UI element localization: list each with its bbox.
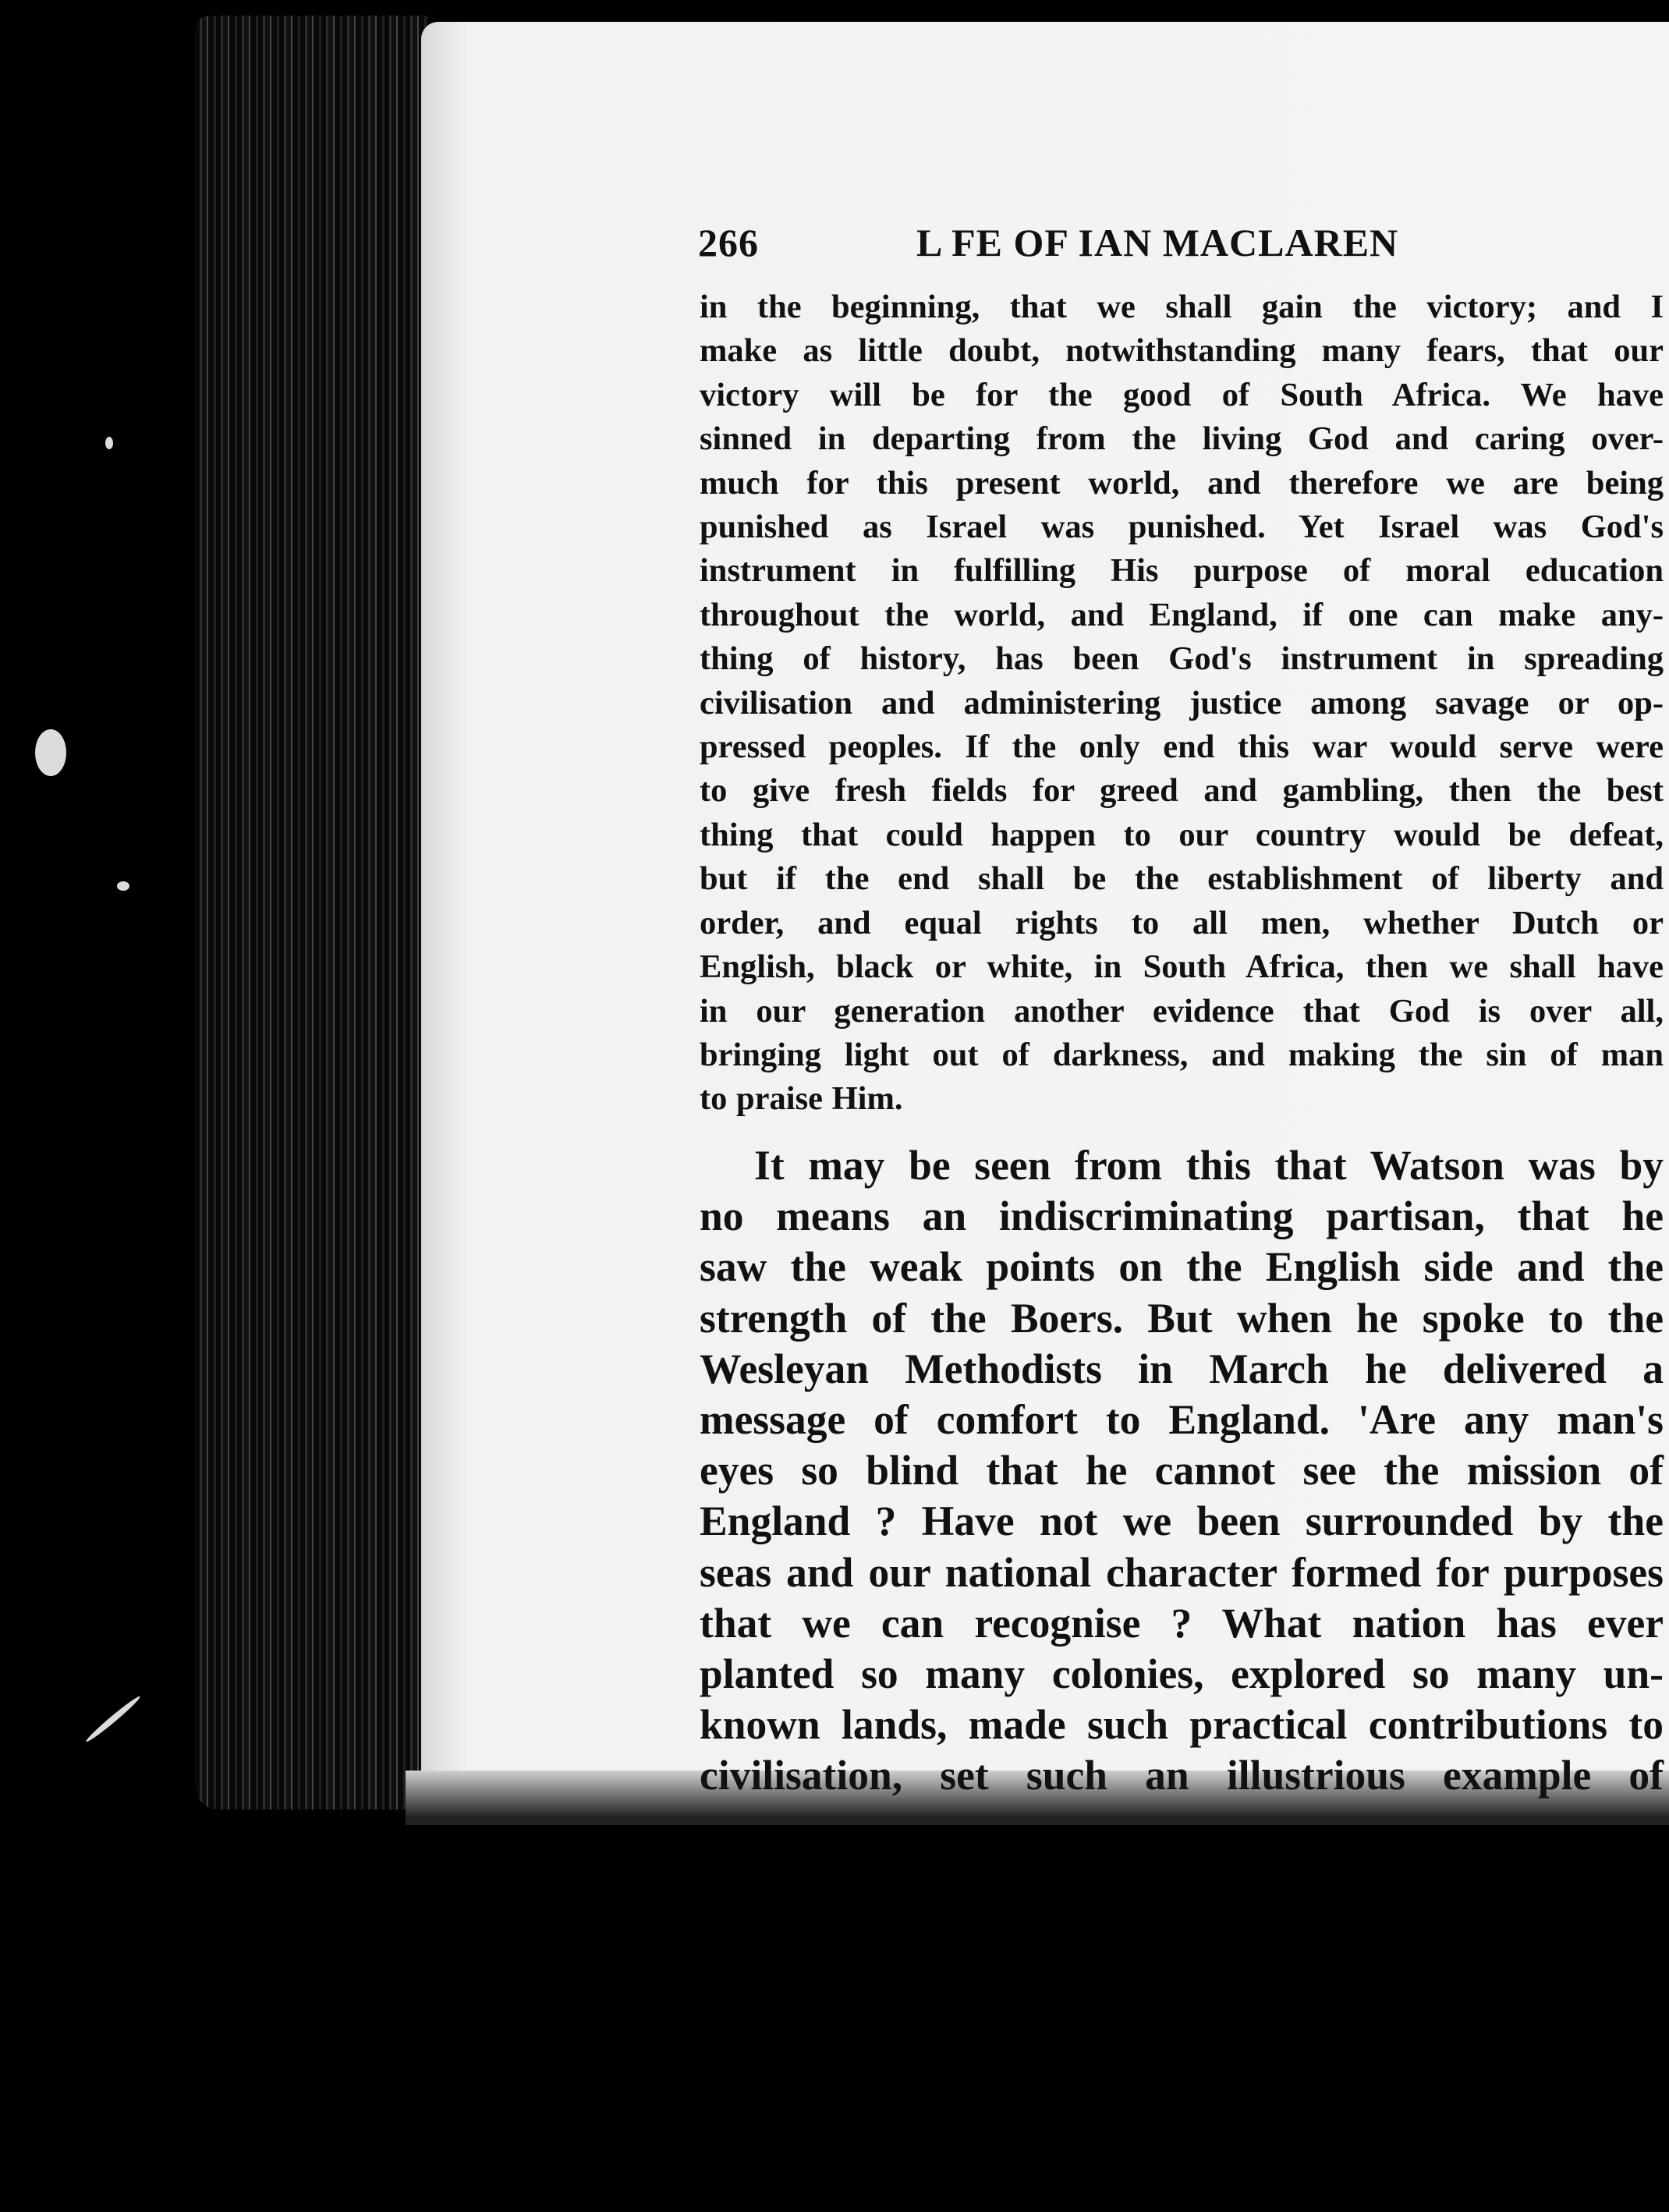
quote-line: throughout the world, and England, if one can make any- xyxy=(700,596,1664,633)
body-line: civilisation, set such an illustrious example of xyxy=(700,1752,1664,1799)
quote-line: punished as Israel was punished. Yet Israel was God's xyxy=(700,509,1664,546)
body-line: It may be seen from this that Watson was by xyxy=(754,1142,1664,1189)
quote-line: to praise Him. xyxy=(700,1080,903,1118)
quote-line: in the beginning, that we shall gain the victory; and I xyxy=(700,289,1664,325)
quote-line: make as little doubt, notwithstanding many fears, that our xyxy=(700,332,1664,370)
body-line: saw the weak points on the English side and the xyxy=(700,1243,1664,1291)
quote-line: much for this present world, and therefore we are being xyxy=(700,464,1664,502)
body-line: England ? Have not we been surrounded by the xyxy=(700,1498,1664,1545)
dust-scratch xyxy=(84,1694,142,1744)
book-page-edges xyxy=(195,16,429,1810)
body-line: message of comfort to England. 'Are any man's xyxy=(700,1396,1664,1444)
quote-line: but if the end shall be the establishment of liberty and xyxy=(700,860,1664,898)
quote-line: bringing light out of darkness, and making the sin of man xyxy=(700,1036,1664,1073)
quote-line: pressed peoples. If the only end this war would serve were xyxy=(700,728,1664,766)
quote-line: sinned in departing from the living God and caring over- xyxy=(700,420,1664,458)
body-paragraph xyxy=(700,1140,1664,1802)
quote-line: thing that could happen to our country would be defeat, xyxy=(700,816,1664,853)
quote-line: English, black or white, in South Africa, then we shall have xyxy=(700,948,1664,986)
body-line: no means an indiscriminating partisan, that he xyxy=(700,1193,1664,1240)
body-line: strength of the Boers. But when he spoke to the xyxy=(700,1294,1664,1342)
quoted-passage xyxy=(700,285,1664,1122)
quote-line: civilisation and administering justice among savage or op- xyxy=(700,684,1664,721)
quote-line: to give fresh fields for greed and gambling, then the best xyxy=(700,772,1664,810)
running-title: L FE OF IAN MACLAREN xyxy=(916,221,1399,264)
dust-speck xyxy=(35,729,66,776)
quote-line: victory will be for the good of South Africa. We have xyxy=(700,376,1664,413)
dust-speck xyxy=(105,437,113,449)
quote-line: instrument in fulfilling His purpose of moral education xyxy=(700,552,1664,590)
body-line: seas and our national character formed for purposes xyxy=(700,1548,1664,1596)
body-line: eyes so blind that he cannot see the mission of xyxy=(700,1447,1664,1494)
running-header xyxy=(698,220,1642,275)
body-line: planted so many colonies, explored so many un- xyxy=(700,1650,1664,1698)
quote-line: order, and equal rights to all men, whether Dutch or xyxy=(700,904,1664,941)
quote-line: in our generation another evidence that God is over all, xyxy=(700,992,1664,1030)
quote-line: thing of history, has been God's instrument in spreading xyxy=(700,640,1664,678)
body-line: that we can recognise ? What nation has ever xyxy=(700,1599,1664,1647)
page-number: 266 xyxy=(698,221,759,264)
dust-speck xyxy=(117,881,129,891)
body-line: known lands, made such practical contributions to xyxy=(700,1701,1664,1749)
body-line: Wesleyan Methodists in March he delivered a xyxy=(700,1345,1664,1392)
